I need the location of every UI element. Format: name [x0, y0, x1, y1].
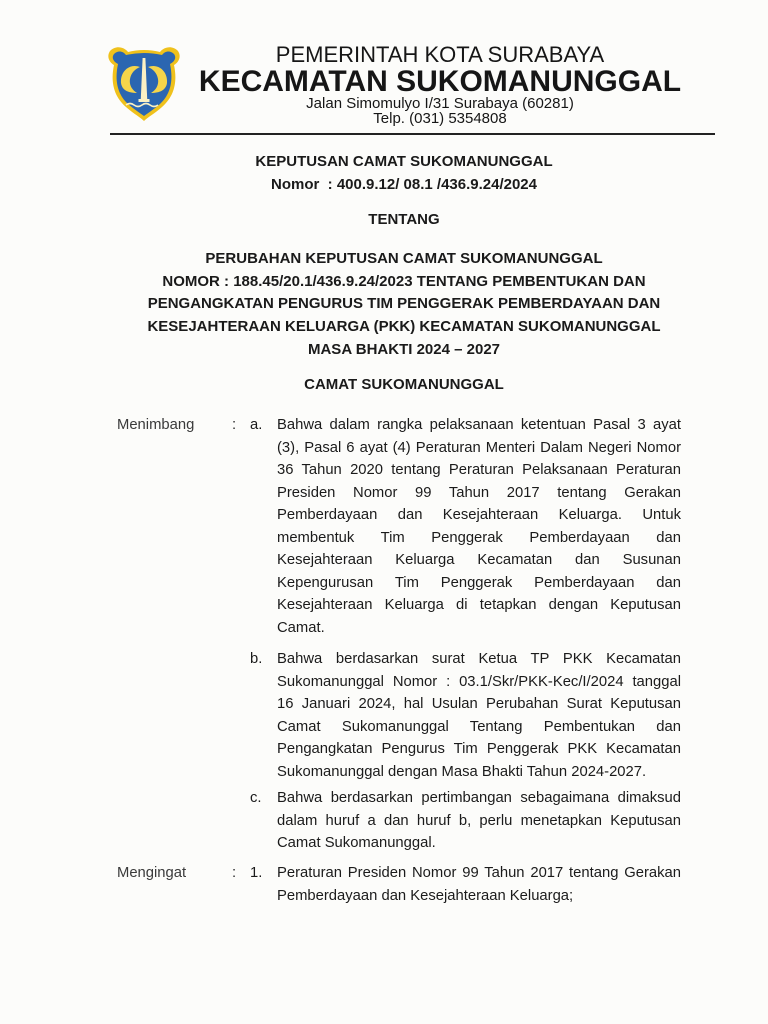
text-line: Kesejahteraan Keluarga Kecamatan dan Susunan: [277, 552, 681, 568]
text-line: Camat Sukomanunggal Tentang Pembentukan dan: [277, 718, 681, 735]
text-line: Pemberdayaan dan Kesejahteraan Keluarga. Untuk: [277, 507, 681, 523]
recalling-colon: :: [232, 865, 237, 881]
text-line: Pengangkatan Pengurus Tim Penggerak PKK Kecamatan: [277, 741, 681, 757]
item-text: [277, 648, 681, 783]
decree-subject-line: MASA BHAKTI 2024 – 2027: [307, 341, 501, 358]
considering-colon: :: [232, 417, 237, 433]
text-line: Peraturan Presiden Nomor 99 Tahun 2017 tentang Gerakan: [277, 865, 681, 881]
office-phone: Telp. (031) 5354808: [373, 110, 507, 127]
text-line: dalam huruf a dan huruf b, perlu menetapkan Keputusan: [277, 812, 681, 829]
text-line: Pemberdayaan dan Kesejahteraan Keluarga;: [277, 887, 574, 904]
item-marker: b.: [250, 651, 263, 667]
item-marker: a.: [250, 417, 263, 433]
text-line: 16 Januari 2024, hal Usulan Perubahan Surat Keputusan: [277, 696, 681, 712]
government-name: PEMERINTAH KOTA SURABAYA: [275, 42, 605, 67]
text-line: Kesejahteraan Keluarga di tetapkan dengan Keputusan: [277, 597, 681, 613]
decree-subject-line: NOMOR : 188.45/20.1/436.9.24/2023 TENTANG PEMBENTUKAN DAN: [162, 273, 646, 290]
text-line: Bahwa berdasarkan surat Ketua TP PKK Kecamatan: [277, 651, 681, 667]
item-text: [277, 787, 681, 855]
decree-issuer: CAMAT SUKOMANUNGGAL: [304, 376, 504, 393]
text-line: Bahwa dalam rangka pelaksanaan ketentuan Pasal 3 ayat: [277, 417, 681, 433]
text-line: Sukomanunggal dengan Masa Bhakti Tahun 2024-2027.: [277, 763, 647, 780]
text-line: Bahwa berdasarkan pertimbangan sebagaimana dimaksud: [277, 790, 681, 806]
text-line: Kepengurusan Tim Penggerak Pemberdayaan dan: [277, 574, 681, 591]
recalling-label: Mengingat: [117, 865, 187, 881]
considering-label: Menimbang: [117, 417, 195, 433]
text-line: Camat Sukomanunggal.: [277, 835, 436, 851]
emblem-monument-base: [139, 99, 150, 102]
decree-about: TENTANG: [368, 211, 440, 228]
considering-item-a: [250, 414, 681, 639]
text-line: membentuk Tim Penggerak Pemberdayaan dan: [277, 529, 681, 546]
text-line: Presiden Nomor 99 Tahun 2017 tentang Gerakan: [277, 484, 681, 501]
text-line: 36 Tahun 2020 tentang Peraturan Pelaksanaan Peraturan: [277, 462, 681, 478]
decree-subject-line: PENGANGKATAN PENGURUS TIM PENGGERAK PEMBERDAYAAN DAN: [147, 295, 661, 312]
city-emblem-icon: [104, 43, 184, 123]
item-marker: 1.: [250, 865, 263, 881]
item-text: [277, 862, 681, 907]
text-line: Sukomanunggal Nomor : 03.1/Skr/PKK-Kec/I/2024 tanggal: [277, 673, 681, 690]
item-marker: c.: [250, 790, 262, 806]
considering-item-b: [250, 648, 681, 783]
considering-item-c: [250, 787, 681, 855]
recalling-item-1: [250, 862, 681, 907]
emblem-graphic: [104, 43, 184, 123]
decree-subject-line: PERUBAHAN KEPUTUSAN CAMAT SUKOMANUNGGAL: [205, 250, 603, 267]
office-name: KECAMATAN SUKOMANUNGGAL: [198, 65, 682, 98]
item-text: [277, 414, 681, 639]
text-line: Camat.: [277, 619, 325, 636]
decree-number: Nomor : 400.9.12/ 08.1 /436.9.24/2024: [270, 176, 537, 193]
decree-subject-line: KESEJAHTERAAN KELUARGA (PKK) KECAMATAN SUKOMANUNGGAL: [147, 318, 661, 335]
decree-heading: KEPUTUSAN CAMAT SUKOMANUNGGAL: [255, 153, 553, 170]
text-line: (3), Pasal 6 ayat (4) Peraturan Menteri Dalam Negeri Nomor: [277, 439, 681, 456]
office-address: Jalan Simomulyo I/31 Surabaya (60281): [306, 95, 574, 112]
letterhead-divider: [110, 133, 715, 135]
